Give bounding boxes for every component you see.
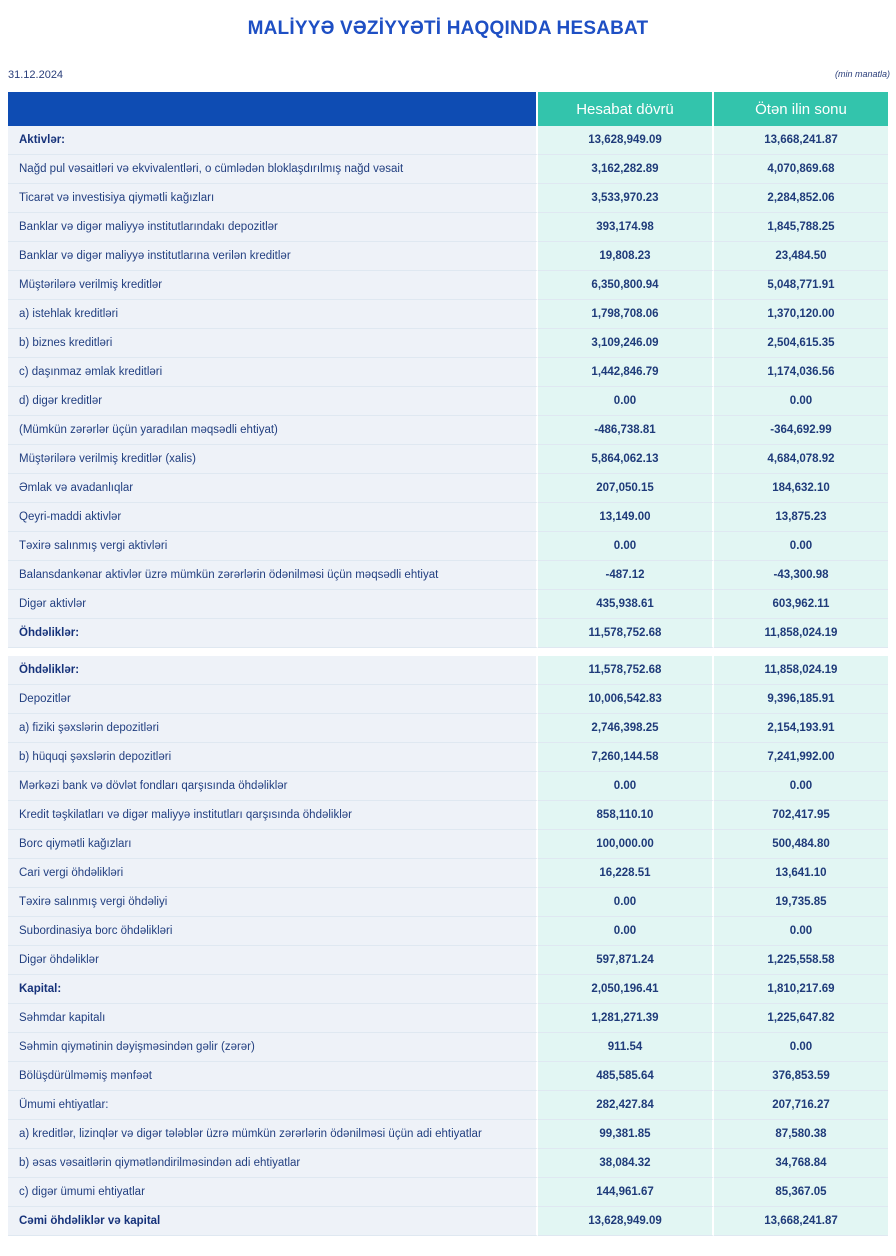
previous-year-value: 13,668,241.87 <box>714 126 888 155</box>
table-header-row <box>8 92 888 126</box>
row-label: Borc qiymətli kağızları <box>8 830 538 859</box>
previous-year-value: 1,174,036.56 <box>714 358 888 387</box>
current-period-value: 1,798,708.06 <box>538 300 714 329</box>
table-row <box>8 387 888 416</box>
previous-year-value: 9,396,185.91 <box>714 685 888 714</box>
row-label: Depozitlər <box>8 685 538 714</box>
current-period-value: 7,260,144.58 <box>538 743 714 772</box>
current-period-value: 0.00 <box>538 772 714 801</box>
report-date: 31.12.2024 <box>8 69 64 81</box>
row-label: Subordinasiya borc öhdəlikləri <box>8 917 538 946</box>
table-row <box>8 416 888 445</box>
table-row <box>8 917 888 946</box>
current-period-value: 393,174.98 <box>538 213 714 242</box>
current-period-value: 0.00 <box>538 917 714 946</box>
current-period-value: 282,427.84 <box>538 1091 714 1120</box>
current-period-value: 435,938.61 <box>538 590 714 619</box>
spacer-cell <box>8 648 538 656</box>
previous-year-value: 0.00 <box>714 532 888 561</box>
row-label: Müştərilərə verilmiş kreditlər (xalis) <box>8 445 538 474</box>
row-label: a) kreditlər, lizinqlər və digər tələblər üzrə mümkün zərərlərin ödənilməsi üçün adi ehtiyatlar <box>8 1120 538 1149</box>
section-row <box>8 126 888 155</box>
report-title: MALİYYƏ VƏZİYYƏTİ HAQQINDA HESABAT <box>247 18 649 39</box>
previous-year-value: 23,484.50 <box>714 242 888 271</box>
previous-year-value: -43,300.98 <box>714 561 888 590</box>
row-label: Kapital: <box>8 975 538 1004</box>
previous-year-value: 85,367.05 <box>714 1178 888 1207</box>
table-row <box>8 242 888 271</box>
row-label: a) fiziki şəxslərin depozitləri <box>8 714 538 743</box>
row-label: Bölüşdürülməmiş mənfəət <box>8 1062 538 1091</box>
table-row <box>8 1004 888 1033</box>
row-label: Digər öhdəliklər <box>8 946 538 975</box>
current-period-value: 485,585.64 <box>538 1062 714 1091</box>
spacer-cell <box>538 648 714 656</box>
current-period-value: 207,050.15 <box>538 474 714 503</box>
table-row <box>8 1178 888 1207</box>
current-period-value: 5,864,062.13 <box>538 445 714 474</box>
current-period-value: 2,050,196.41 <box>538 975 714 1004</box>
current-period-value: 3,162,282.89 <box>538 155 714 184</box>
section-spacer <box>8 648 888 656</box>
current-period-value: 911.54 <box>538 1033 714 1062</box>
previous-year-value: -364,692.99 <box>714 416 888 445</box>
table-row <box>8 772 888 801</box>
previous-year-value: 87,580.38 <box>714 1120 888 1149</box>
previous-year-value: 1,810,217.69 <box>714 975 888 1004</box>
row-label: Ticarət və investisiya qiymətli kağızları <box>8 184 538 213</box>
previous-year-value: 702,417.95 <box>714 801 888 830</box>
previous-year-value: 603,962.11 <box>714 590 888 619</box>
section-row <box>8 619 888 648</box>
previous-year-value: 207,716.27 <box>714 1091 888 1120</box>
table-row <box>8 271 888 300</box>
table-row <box>8 532 888 561</box>
current-period-value: 13,149.00 <box>538 503 714 532</box>
table-row <box>8 946 888 975</box>
current-period-value: 1,442,846.79 <box>538 358 714 387</box>
row-label: Cari vergi öhdəlikləri <box>8 859 538 888</box>
current-period-value: 6,350,800.94 <box>538 271 714 300</box>
row-label: Səhmdar kapitalı <box>8 1004 538 1033</box>
table-row <box>8 184 888 213</box>
row-label: Balansdankənar aktivlər üzrə mümkün zərərlərin ödənilməsi üçün məqsədli ehtiyat <box>8 561 538 590</box>
previous-year-value: 0.00 <box>714 1033 888 1062</box>
section-row <box>8 656 888 685</box>
table-row <box>8 888 888 917</box>
current-period-value: 38,084.32 <box>538 1149 714 1178</box>
table-row <box>8 155 888 184</box>
row-label: Öhdəliklər: <box>8 619 538 648</box>
currency-unit-note: (min manatla) <box>834 69 890 79</box>
table-row <box>8 1120 888 1149</box>
previous-year-value: 13,641.10 <box>714 859 888 888</box>
row-label: a) istehlak kreditləri <box>8 300 538 329</box>
previous-year-value: 4,684,078.92 <box>714 445 888 474</box>
table-row <box>8 1033 888 1062</box>
table-row <box>8 213 888 242</box>
current-period-value: 10,006,542.83 <box>538 685 714 714</box>
current-period-value: 16,228.51 <box>538 859 714 888</box>
row-label: Təxirə salınmış vergi öhdəliyi <box>8 888 538 917</box>
row-label: Mərkəzi bank və dövlət fondları qarşısında öhdəliklər <box>8 772 538 801</box>
current-period-value: 13,628,949.09 <box>538 126 714 155</box>
row-label: b) hüquqi şəxslərin depozitləri <box>8 743 538 772</box>
table-row <box>8 1149 888 1178</box>
current-period-value: 100,000.00 <box>538 830 714 859</box>
table-row <box>8 590 888 619</box>
row-label: Təxirə salınmış vergi aktivləri <box>8 532 538 561</box>
previous-year-value: 13,668,241.87 <box>714 1207 888 1236</box>
previous-year-value: 2,154,193.91 <box>714 714 888 743</box>
table-row <box>8 685 888 714</box>
row-label: Öhdəliklər: <box>8 656 538 685</box>
current-period-value: 11,578,752.68 <box>538 619 714 648</box>
table-row <box>8 743 888 772</box>
current-period-value: 13,628,949.09 <box>538 1207 714 1236</box>
previous-year-value: 500,484.80 <box>714 830 888 859</box>
previous-year-value: 0.00 <box>714 917 888 946</box>
current-period-value: 11,578,752.68 <box>538 656 714 685</box>
row-label: Kredit təşkilatları və digər maliyyə institutları qarşısında öhdəliklər <box>8 801 538 830</box>
row-label: Digər aktivlər <box>8 590 538 619</box>
spacer-cell <box>714 648 888 656</box>
table-row <box>8 329 888 358</box>
previous-year-value: 7,241,992.00 <box>714 743 888 772</box>
table-row <box>8 445 888 474</box>
previous-year-value: 11,858,024.19 <box>714 619 888 648</box>
previous-year-value: 1,370,120.00 <box>714 300 888 329</box>
previous-year-value: 184,632.10 <box>714 474 888 503</box>
previous-year-value: 13,875.23 <box>714 503 888 532</box>
previous-year-header: Ötən ilin sonu <box>714 92 888 126</box>
row-label: Əmlak və avadanlıqlar <box>8 474 538 503</box>
previous-year-value: 1,225,647.82 <box>714 1004 888 1033</box>
table-row <box>8 503 888 532</box>
table-row <box>8 1091 888 1120</box>
previous-year-value: 2,284,852.06 <box>714 184 888 213</box>
table-row <box>8 801 888 830</box>
row-label: Müştərilərə verilmiş kreditlər <box>8 271 538 300</box>
current-period-value: 3,109,246.09 <box>538 329 714 358</box>
table-row <box>8 1062 888 1091</box>
row-label: Nağd pul vəsaitləri və ekvivalentləri, o cümlədən bloklaşdırılmış nağd vəsait <box>8 155 538 184</box>
balance-sheet-table <box>8 92 888 1236</box>
current-period-value: 3,533,970.23 <box>538 184 714 213</box>
current-period-value: 0.00 <box>538 888 714 917</box>
previous-year-value: 11,858,024.19 <box>714 656 888 685</box>
current-period-value: -487.12 <box>538 561 714 590</box>
table-row <box>8 859 888 888</box>
row-label: Səhmin qiymətinin dəyişməsindən gəlir (zərər) <box>8 1033 538 1062</box>
current-period-value: 858,110.10 <box>538 801 714 830</box>
previous-year-value: 4,070,869.68 <box>714 155 888 184</box>
table-row <box>8 561 888 590</box>
row-label: Qeyri-maddi aktivlər <box>8 503 538 532</box>
current-period-value: 0.00 <box>538 387 714 416</box>
current-period-header: Hesabat dövrü <box>538 92 714 126</box>
row-label: Banklar və digər maliyyə institutlarındakı depozitlər <box>8 213 538 242</box>
row-label: (Mümkün zərərlər üçün yaradılan məqsədli ehtiyat) <box>8 416 538 445</box>
previous-year-value: 34,768.84 <box>714 1149 888 1178</box>
row-label: Banklar və digər maliyyə institutlarına verilən kreditlər <box>8 242 538 271</box>
current-period-value: 0.00 <box>538 532 714 561</box>
previous-year-value: 376,853.59 <box>714 1062 888 1091</box>
row-label: b) biznes kreditləri <box>8 329 538 358</box>
row-label: b) əsas vəsaitlərin qiymətləndirilməsindən adi ehtiyatlar <box>8 1149 538 1178</box>
row-label: Aktivlər: <box>8 126 538 155</box>
table-row <box>8 830 888 859</box>
current-period-value: -486,738.81 <box>538 416 714 445</box>
table-row <box>8 714 888 743</box>
previous-year-value: 1,225,558.58 <box>714 946 888 975</box>
row-label: d) digər kreditlər <box>8 387 538 416</box>
row-label: Cəmi öhdəliklər və kapital <box>8 1207 538 1236</box>
table-row <box>8 358 888 387</box>
previous-year-value: 1,845,788.25 <box>714 213 888 242</box>
previous-year-value: 0.00 <box>714 387 888 416</box>
section-row <box>8 1207 888 1236</box>
current-period-value: 144,961.67 <box>538 1178 714 1207</box>
current-period-value: 19,808.23 <box>538 242 714 271</box>
previous-year-value: 2,504,615.35 <box>714 329 888 358</box>
previous-year-value: 19,735.85 <box>714 888 888 917</box>
table-row <box>8 300 888 329</box>
row-label: c) daşınmaz əmlak kreditləri <box>8 358 538 387</box>
current-period-value: 99,381.85 <box>538 1120 714 1149</box>
table-row <box>8 474 888 503</box>
current-period-value: 2,746,398.25 <box>538 714 714 743</box>
label-column-header <box>8 92 538 126</box>
current-period-value: 597,871.24 <box>538 946 714 975</box>
section-row <box>8 975 888 1004</box>
row-label: Ümumi ehtiyatlar: <box>8 1091 538 1120</box>
row-label: c) digər ümumi ehtiyatlar <box>8 1178 538 1207</box>
current-period-value: 1,281,271.39 <box>538 1004 714 1033</box>
report-meta <box>8 69 890 83</box>
previous-year-value: 0.00 <box>714 772 888 801</box>
previous-year-value: 5,048,771.91 <box>714 271 888 300</box>
table-body <box>8 126 888 1236</box>
